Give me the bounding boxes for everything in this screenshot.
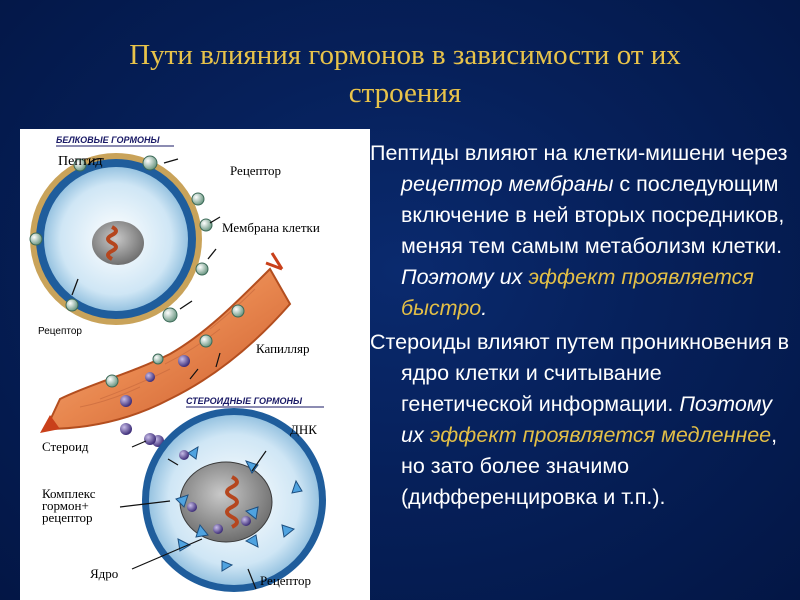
label-receptor-left: Рецептор <box>38 326 82 337</box>
p2-italic-therefore: Поэтому их <box>401 392 773 447</box>
label-steroid: Стероид <box>42 439 89 454</box>
label-complex-line2: гормон+ <box>42 498 89 513</box>
peptide-molecule-icon <box>30 233 42 245</box>
explanation-text <box>370 138 795 513</box>
p2-text: Стероиды влияют путем проникновения в ядро клетки и считывание генетической информации. <box>370 330 790 416</box>
blood-flow-arrow-icon <box>266 253 282 269</box>
steroid-molecule-icon <box>241 516 251 526</box>
steroids-paragraph <box>370 327 795 513</box>
steroid-molecule-icon <box>178 355 190 367</box>
p1-highlight-fast: эффект проявляется быстро <box>401 265 754 320</box>
label-complex-line3: рецептор <box>42 510 93 525</box>
slide-title-line2: строения <box>348 77 462 109</box>
p1-italic-therefore: Поэтому их <box>401 265 529 289</box>
peptide-molecule-icon <box>163 308 177 322</box>
label-receptor-bottom: Рецептор <box>260 573 312 588</box>
slide-title-line1: Пути влияния гормонов в зависимости от их <box>129 39 681 71</box>
steroid-molecule-icon <box>120 395 132 407</box>
steroid-hormones-header: СТЕРОИДНЫЕ ГОРМОНЫ <box>186 396 303 406</box>
label-capillary: Капилляр <box>256 341 310 356</box>
label-peptide: Пептид <box>58 154 103 169</box>
steroid-molecule-icon <box>144 433 156 445</box>
label-cell-membrane: Мембрана клетки <box>222 220 320 235</box>
peptide-molecule-icon <box>143 156 157 170</box>
cell-nucleus <box>180 462 272 542</box>
label-receptor-top: Рецептор <box>230 163 282 178</box>
peptide-molecule-icon <box>232 305 244 317</box>
label-nucleus: Ядро <box>90 566 119 581</box>
cell-nucleus <box>92 221 144 265</box>
slide-title <box>40 36 770 112</box>
steroid-molecule-icon <box>213 524 223 534</box>
hormone-illustration <box>20 129 370 600</box>
protein-hormones-header: БЕЛКОВЫЕ ГОРМОНЫ <box>56 135 160 145</box>
p1-end: . <box>481 296 488 320</box>
p1-text-2: с последующим включение в ней вторых посредников, меняя тем самым метаболизм клетки. <box>401 172 785 258</box>
steroid-molecule-icon <box>120 423 132 435</box>
p1-italic-receptor: рецептор мембраны <box>401 172 614 196</box>
p2-highlight-slow: эффект проявляется медленнее <box>429 423 772 447</box>
steroid-molecule-icon <box>179 450 189 460</box>
peptides-paragraph <box>370 138 795 324</box>
peptide-molecule-icon <box>192 193 204 205</box>
peptide-molecule-icon <box>106 375 118 387</box>
steroid-molecule-icon <box>187 502 197 512</box>
label-complex-line1: Комплекс <box>42 486 96 501</box>
peptide-molecule-icon <box>200 335 212 347</box>
label-dna: ДНК <box>290 422 317 437</box>
peptide-molecule-icon <box>200 219 212 231</box>
p1-text: Пептиды влияют на клетки-мишени через <box>370 141 788 165</box>
peptide-molecule-icon <box>66 299 78 311</box>
hormone-diagram <box>20 129 370 600</box>
steroid-molecule-icon <box>145 372 155 382</box>
p2-text-2: , но зато более значимо (дифференцировка и т.п.). <box>401 423 778 509</box>
peptide-molecule-icon <box>196 263 208 275</box>
peptide-molecule-icon <box>153 354 163 364</box>
protein-cell <box>30 153 220 325</box>
